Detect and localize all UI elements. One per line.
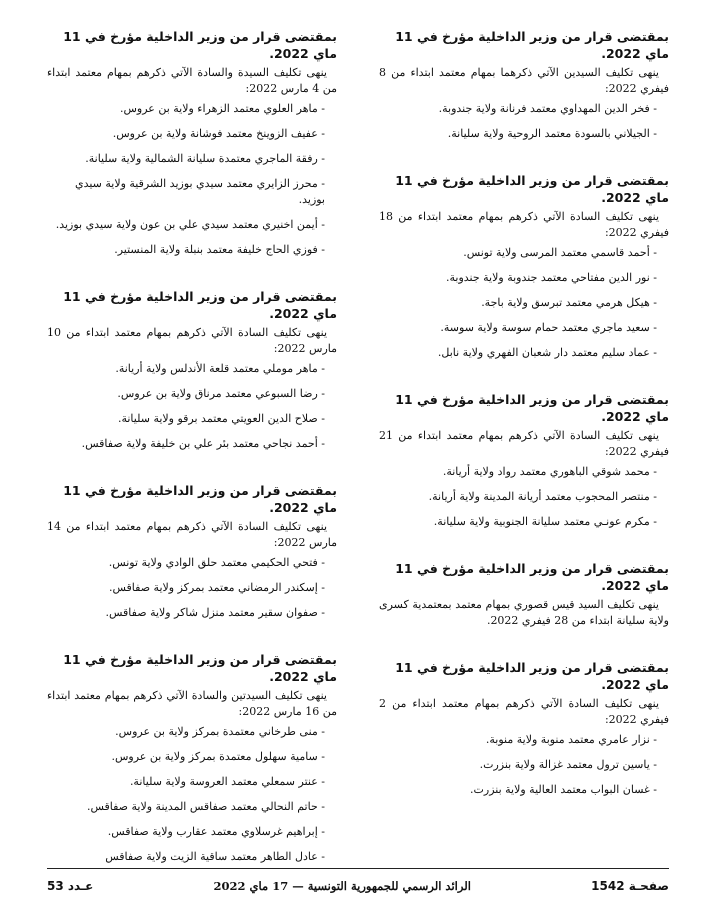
- decree-section: [47, 288, 337, 452]
- list-item: - سامية سهلول معتمدة بمركز ولاية بن عروس.: [47, 749, 325, 765]
- decree-list: [379, 101, 669, 142]
- decree-list: [379, 464, 669, 530]
- list-item: - ياسين ترول معتمد غزالة ولاية بنزرت.: [379, 757, 657, 773]
- list-item: - نور الدين مفتاحي معتمد جندوبة ولاية جندوبة.: [379, 270, 657, 286]
- decree-section: [47, 28, 337, 258]
- decree-title: بمقتضى قرار من وزير الداخلية مؤرخ في 11 ماي 2022.: [63, 289, 337, 321]
- list-item: - مكرم عونـي معتمد سليانة الجنوبية ولاية سليانة.: [379, 514, 657, 530]
- issue-number: عـدد 53: [47, 879, 94, 893]
- decree-title: بمقتضى قرار من وزير الداخلية مؤرخ في 11 ماي 2022.: [63, 29, 337, 61]
- decree-list: [379, 245, 669, 361]
- decree-title: بمقتضى قرار من وزير الداخلية مؤرخ في 11 ماي 2022.: [63, 483, 337, 515]
- decree-intro: ينهى تكليف السادة الآتي ذكرهم بمهام معتمد ابتداء من 2 فيفري 2022:: [379, 697, 669, 726]
- decree-section: [379, 560, 669, 629]
- list-item: - أيمن اخنيري معتمد سيدي علي بن عون ولاية سيدي بوزيد.: [47, 217, 325, 233]
- gazette-title: الرائد الرسمي للجمهورية التونسية — 17 ماي 2022: [213, 879, 471, 893]
- decree-intro: ينهى تكليف السيد قيس قصوري بمهام معتمد بمعتمدية كسرى ولاية سليانة ابتداء من 28 فيفري 2022.: [379, 598, 669, 627]
- decree-intro: ينهى تكليف السادة الآتي ذكرهم بمهام معتمد ابتداء من 10 مارس 2022:: [47, 326, 337, 355]
- list-item: - الجيلاني بالسودة معتمد الروحية ولاية سليانة.: [379, 126, 657, 142]
- decree-title: بمقتضى قرار من وزير الداخلية مؤرخ في 11 ماي 2022.: [395, 173, 669, 205]
- page-number: صفحـة 1542: [591, 879, 669, 893]
- list-item: - إبراهيم غرسلاوي معتمد عقارب ولاية صفاقس.: [47, 824, 325, 840]
- list-item: - صلاح الدين العويتي معتمد برقو ولاية سليانة.: [47, 411, 325, 427]
- list-item: - محمد شوقي الباهوري معتمد رواد ولاية أريانة.: [379, 464, 657, 480]
- list-item: - عنتر سمعلي معتمد العروسة ولاية سليانة.: [47, 774, 325, 790]
- list-item: - رفقة الماجري معتمدة سليانة الشمالية ولاية سليانة.: [47, 151, 325, 167]
- list-item: - أحمد قاسمي معتمد المرسى ولاية تونس.: [379, 245, 657, 261]
- list-item: - ماهر العلوي معتمد الزهراء ولاية بن عروس.: [47, 101, 325, 117]
- decree-list: [379, 732, 669, 798]
- right-column: [379, 28, 669, 828]
- decree-title: بمقتضى قرار من وزير الداخلية مؤرخ في 11 ماي 2022.: [63, 652, 337, 684]
- list-item: - فتحي الحكيمي معتمد حلق الوادي ولاية تونس.: [47, 555, 325, 571]
- decree-section: [47, 482, 337, 621]
- list-item: - صفوان سقير معتمد منزل شاكر ولاية صفاقس.: [47, 605, 325, 621]
- list-item: - عادل الطاهر معتمد ساقية الزيت ولاية صفاقس: [47, 849, 325, 865]
- decree-list: [47, 724, 337, 865]
- page-footer: [47, 876, 669, 896]
- list-item: - منى طرخاني معتمدة بمركز ولاية بن عروس.: [47, 724, 325, 740]
- decree-section: [379, 172, 669, 361]
- list-item: - عماد سليم معتمد دار شعبان الفهري ولاية نابل.: [379, 345, 657, 361]
- decree-section: [379, 28, 669, 142]
- list-item: - فوزي الحاج خليفة معتمد بنبلة ولاية المنستير.: [47, 242, 325, 258]
- left-column: [47, 28, 337, 895]
- list-item: - غسان البواب معتمد العالية ولاية بنزرت.: [379, 782, 657, 798]
- decree-intro: ينهى تكليف السيدتين والسادة الآتي ذكرهم بمهام معتمد ابتداء من 16 مارس 2022:: [47, 689, 337, 718]
- decree-list: [47, 101, 337, 258]
- decree-title: بمقتضى قرار من وزير الداخلية مؤرخ في 11 ماي 2022.: [395, 29, 669, 61]
- decree-list: [47, 555, 337, 621]
- list-item: - فخر الدين المهداوي معتمد فرنانة ولاية جندوبة.: [379, 101, 657, 117]
- list-item: - محرز الزايري معتمد سيدي بوزيد الشرقية ولاية سيدي بوزيد.: [47, 176, 325, 208]
- decree-list: [47, 361, 337, 452]
- list-item: - رضا السبوعي معتمد مرناق ولاية بن عروس.: [47, 386, 325, 402]
- decree-intro: ينهى تكليف السادة الآتي ذكرهم بمهام معتمد ابتداء من 18 فيفري 2022:: [379, 210, 669, 239]
- decree-intro: ينهى تكليف السيدين الآتي ذكرهما بمهام معتمد ابتداء من 8 فيفري 2022:: [379, 66, 669, 95]
- list-item: - نزار عامري معتمد منوبة ولاية منوبة.: [379, 732, 657, 748]
- decree-title: بمقتضى قرار من وزير الداخلية مؤرخ في 11 ماي 2022.: [395, 660, 669, 692]
- decree-section: [379, 391, 669, 530]
- list-item: - منتصر المحجوب معتمد أريانة المدينة ولاية أريانة.: [379, 489, 657, 505]
- list-item: - حاتم النحالي معتمد صفاقس المدينة ولاية صفاقس.: [47, 799, 325, 815]
- decree-section: [47, 651, 337, 865]
- list-item: - عفيف الزوينخ معتمد فوشانة ولاية بن عروس.: [47, 126, 325, 142]
- list-item: - إسكندر الرمضاني معتمد بمركز ولاية صفاقس.: [47, 580, 325, 596]
- decree-intro: ينهى تكليف السادة الآتي ذكرهم بمهام معتمد ابتداء من 21 فيفري 2022:: [379, 429, 669, 458]
- decree-intro: ينهى تكليف السيدة والسادة الآتي ذكرهم بمهام معتمد ابتداء من 4 مارس 2022:: [47, 66, 337, 95]
- list-item: - ماهر موملي معتمد قلعة الأندلس ولاية أريانة.: [47, 361, 325, 377]
- decree-title: بمقتضى قرار من وزير الداخلية مؤرخ في 11 ماي 2022.: [395, 392, 669, 424]
- list-item: - أحمد نجاحي معتمد بئر علي بن خليفة ولاية صفاقس.: [47, 436, 325, 452]
- decree-intro: ينهى تكليف السادة الآتي ذكرهم بمهام معتمد ابتداء من 14 مارس 2022:: [47, 520, 337, 549]
- list-item: - سعيد ماجري معتمد حمام سوسة ولاية سوسة.: [379, 320, 657, 336]
- footer-divider: [47, 868, 669, 869]
- list-item: - هيكل هرمي معتمد تبرسق ولاية باجة.: [379, 295, 657, 311]
- decree-title: بمقتضى قرار من وزير الداخلية مؤرخ في 11 ماي 2022.: [395, 561, 669, 593]
- decree-section: [379, 659, 669, 798]
